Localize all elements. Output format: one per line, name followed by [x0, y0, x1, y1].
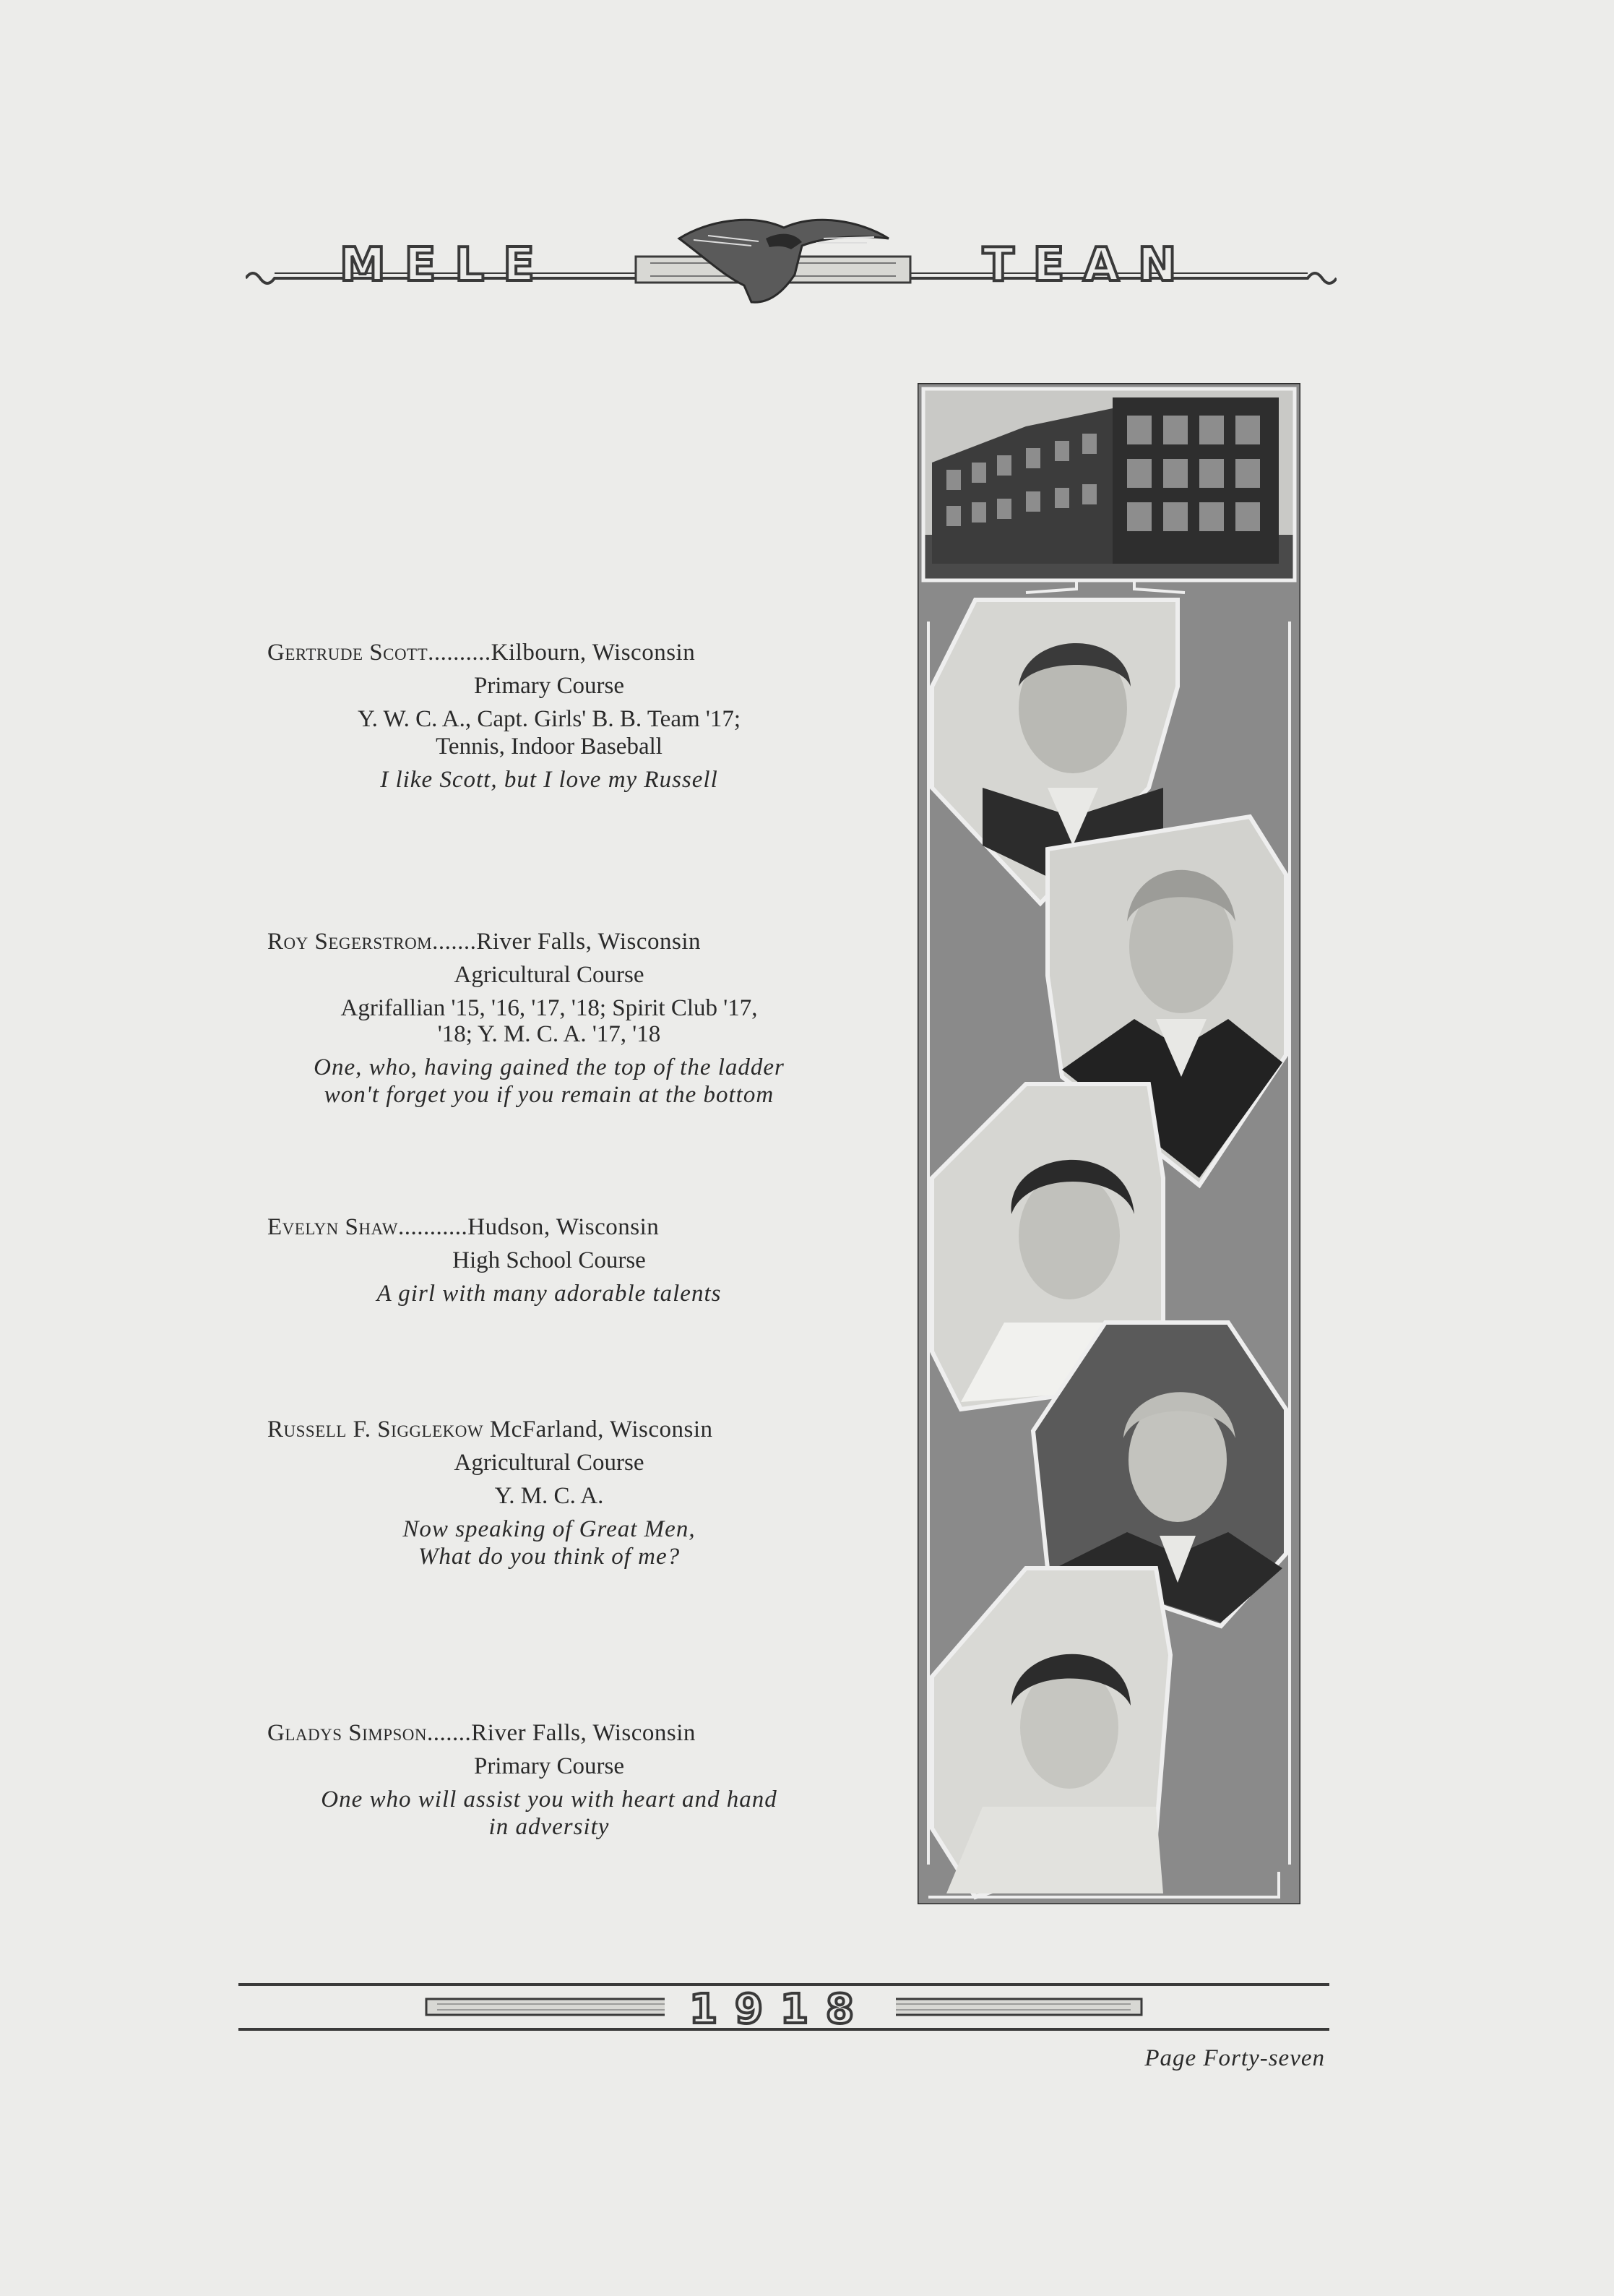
student-name: Gladys Simpson — [267, 1720, 428, 1746]
activities-line: Y. W. C. A., Capt. Girls' B. B. Team '17; — [358, 706, 741, 732]
entry-nameline — [267, 925, 831, 958]
quote-line: A girl with many adorable talents — [376, 1281, 722, 1307]
course: Primary Course — [473, 673, 625, 699]
quote-line: won't forget you if you remain at the bottom — [324, 1082, 774, 1108]
course: Agricultural Course — [454, 1450, 644, 1476]
activities-line: Y. M. C. A. — [494, 1483, 604, 1509]
entry-3 — [267, 1211, 831, 1310]
entry-nameline — [267, 1413, 831, 1446]
quote-line: in adversity — [488, 1814, 610, 1840]
student-name: Gertrude Scott — [267, 640, 428, 666]
year-label: 1918 — [689, 1986, 871, 2033]
entry-2 — [267, 925, 831, 1112]
course: Primary Course — [473, 1753, 625, 1779]
hometown: Kilbourn, Wisconsin — [491, 640, 696, 666]
hometown: River Falls, Wisconsin — [471, 1720, 696, 1746]
activities-line: Tennis, Indoor Baseball — [436, 734, 663, 760]
hometown: Hudson, Wisconsin — [467, 1214, 660, 1240]
leader-dots: ........... — [397, 1214, 468, 1240]
course: Agricultural Course — [454, 962, 644, 988]
header-title-right: TEAN — [983, 238, 1196, 292]
entry-1 — [267, 636, 831, 796]
leader-dots: ....... — [432, 929, 477, 955]
hometown: River Falls, Wisconsin — [476, 929, 702, 955]
header-title-left: MELE — [340, 238, 553, 292]
student-name: Evelyn Shaw — [267, 1214, 398, 1240]
quote-line: Now speaking of Great Men, — [402, 1516, 696, 1542]
entry-nameline — [267, 1211, 831, 1244]
quote-line: I like Scott, but I love my Russell — [380, 767, 718, 793]
student-name: Russell F. Sigglekow — [267, 1416, 484, 1442]
activities-line: Agrifallian '15, '16, '17, '18; Spirit Club '17, — [340, 995, 758, 1021]
photo-column — [918, 383, 1300, 1904]
entry-nameline — [267, 1716, 831, 1750]
course: High School Course — [452, 1247, 646, 1273]
leader-dots: ....... — [427, 1720, 472, 1746]
school-building-photo — [923, 389, 1295, 580]
quote-line: One who will assist you with heart and hand — [321, 1787, 777, 1813]
student-name: Roy Segerstrom — [267, 929, 433, 955]
entry-5 — [267, 1716, 831, 1844]
activities-line: '18; Y. M. C. A. '17, '18 — [437, 1021, 661, 1047]
photo-panel — [918, 383, 1300, 1904]
leader-dots: .......... — [428, 640, 491, 666]
hometown: McFarland, Wisconsin — [489, 1416, 713, 1442]
entry-4 — [267, 1413, 831, 1573]
header-banner — [246, 217, 1337, 332]
quote-line: What do you think of me? — [418, 1544, 681, 1570]
page-number: Page Forty-seven — [1144, 2045, 1325, 2071]
quote-line: One, who, having gained the top of the ladder — [314, 1054, 785, 1080]
footer-banner — [238, 1980, 1329, 2038]
entry-nameline — [267, 636, 831, 669]
